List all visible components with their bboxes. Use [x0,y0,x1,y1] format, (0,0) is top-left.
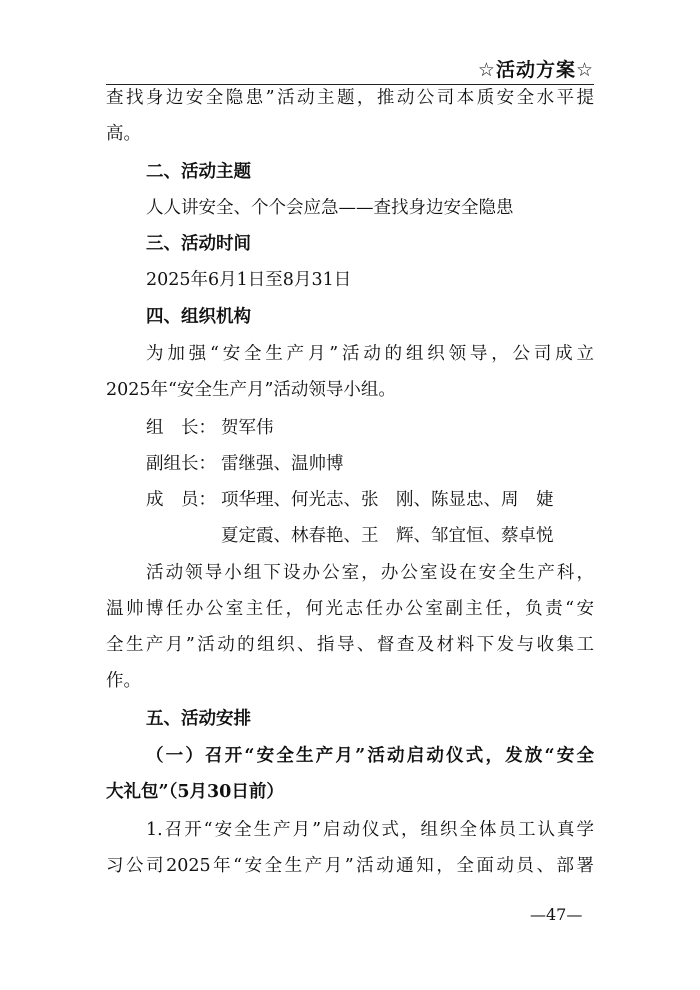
time-text: 2025年6月1日至8月31日 [146,270,352,290]
header-title: ☆活动方案☆ [477,59,594,81]
section-heading-arrangement: 五、活动安排 [146,709,251,729]
leader-label: 组 长： [146,418,216,438]
office-paragraph-line-4: 作。 [106,671,141,691]
organization-paragraph-line-2: 2025年“安全生产月”活动领导小组。 [106,380,396,400]
page-header [106,58,594,85]
organization-paragraph-line-1: 为加强“安全生产月”活动的组织领导，公司成立 [146,344,594,364]
members-line-2: 夏定霞、林春艳、王 辉、邹宜恒、蔡卓悦 [221,526,554,546]
section-heading-time: 三、活动时间 [146,234,251,254]
section-heading-organization: 四、组织机构 [146,307,251,327]
intro-line-2: 高。 [106,124,141,144]
office-paragraph-line-1: 活动领导小组下设办公室，办公室设在安全生产科， [146,563,594,583]
item-1-line-1: 1.召开“安全生产月”启动仪式，组织全体员工认真学 [146,820,594,840]
members-label: 成 员： [146,490,216,510]
leader-name: 贺军伟 [221,418,274,438]
deputy-leader-names: 雷继强、温帅博 [221,454,344,474]
office-paragraph-line-3: 全生产月”活动的组织、指导、督查及材料下发与收集工 [106,635,594,655]
office-paragraph-line-2: 温帅博任办公室主任，何光志任办公室副主任，负责“安 [106,599,594,619]
item-1-line-2: 习公司2025年“安全生产月”活动通知，全面动员、部署 [106,856,594,876]
page-number: —47— [530,905,583,924]
subsection-heading-line-2: 大礼包”（5月30日前） [106,782,284,802]
deputy-leader-label: 副组长： [146,454,216,474]
section-heading-theme: 二、活动主题 [146,162,251,182]
intro-line-1: 查找身边安全隐患”活动主题，推动公司本质安全水平提 [106,88,594,108]
theme-text: 人人讲安全、个个会应急——查找身边安全隐患 [146,198,514,218]
subsection-heading-line-1: （一）召开“安全生产月”活动启动仪式，发放“安全 [146,746,594,766]
members-line-1: 项华理、何光志、张 刚、陈显忠、周 婕 [221,490,554,510]
